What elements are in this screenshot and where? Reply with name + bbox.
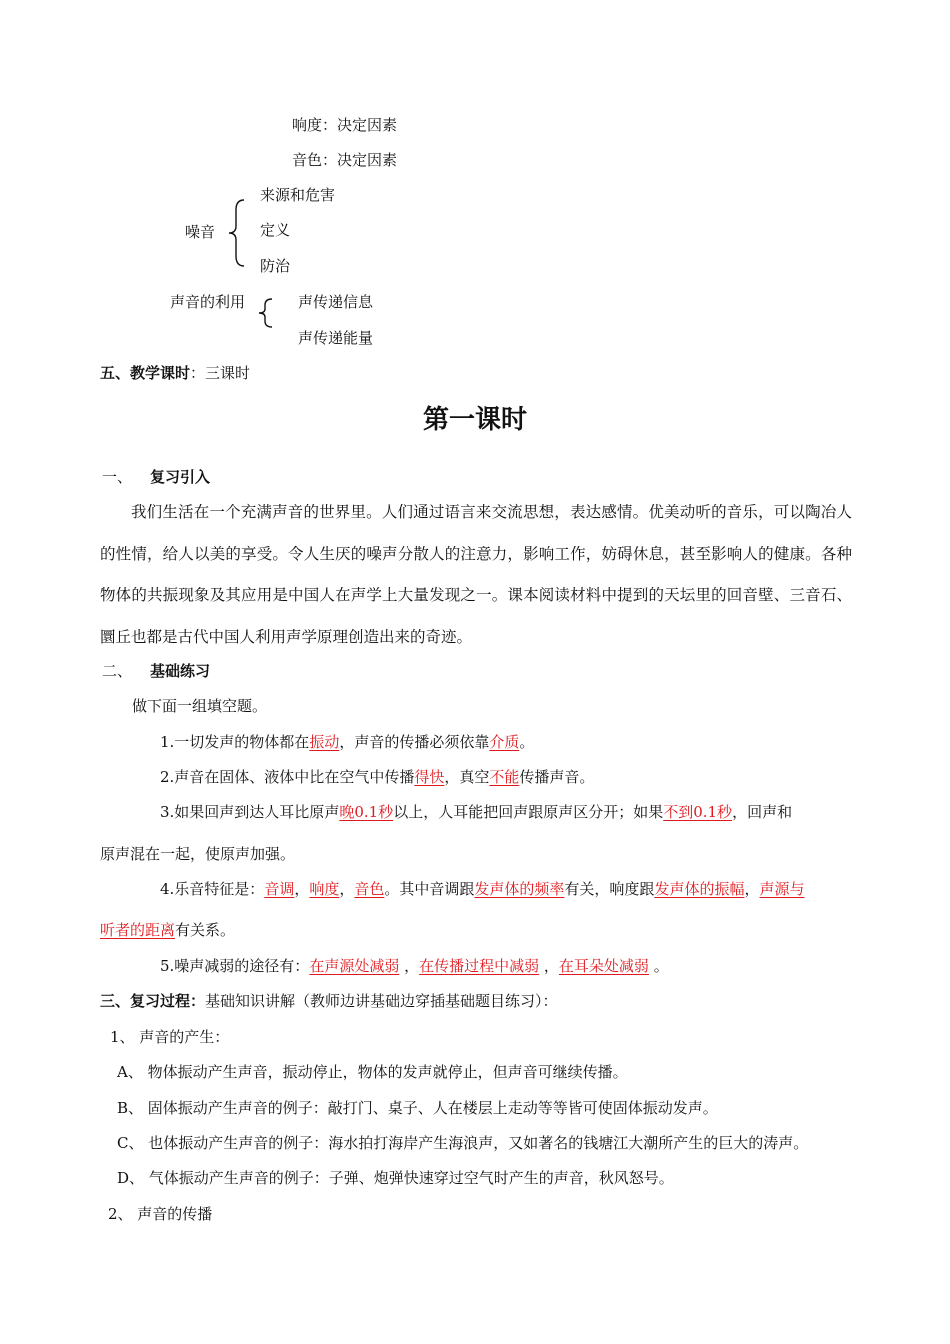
q4-answer-1: 音调 — [264, 880, 295, 898]
question-4-cont — [100, 920, 235, 940]
part1-paragraph: 我们生活在一个充满声音的世界里。人们通过语言来交流思想，表达感情。优美动听的音乐，可以陶冶人的性情，给人以美的享受。令人生厌的噪声分散人的注意力，影响工作，妨碍休息，甚至影响人的健康。各种物体的共振现象及其应用是中国人在声学上大量发现之一。课本阅读材料中提到的天坛里的回音壁、三音石、圜丘也都是古代中国人利用声学原理创造出来的奇迹。 — [100, 503, 852, 646]
q4-sep-1: ， — [294, 880, 310, 898]
use-brace-icon — [256, 297, 276, 329]
q2-answer-2: 不能 — [489, 768, 520, 786]
question-2 — [160, 767, 594, 787]
part3-title: 三、复习过程： — [100, 992, 206, 1010]
q4-answer-4: 发声体的频率 — [474, 880, 565, 898]
q3-text-b: 以上，人耳能把回声跟原声区分开；如果 — [393, 803, 664, 821]
q1-answer-2: 介质 — [489, 733, 520, 751]
question-3 — [160, 802, 792, 822]
q5-answer-2: 在传播过程中减弱 — [419, 957, 540, 975]
use-label: 声音的利用 — [170, 293, 246, 311]
q2-text-c: 传播声音。 — [519, 768, 595, 786]
part3-item-D: D、 气体振动产生声音的例子：子弹、炮弹快速穿过空气时产生的声音，秋风怒号。 — [117, 1169, 674, 1187]
q1-text-c: 。 — [519, 733, 535, 751]
question-5 — [160, 956, 669, 976]
q5-text-a: 5.噪声减弱的途径有： — [160, 957, 310, 975]
q3-text-a: 3.如果回声到达人耳比原声 — [160, 803, 340, 821]
q3-text-c: ，回声和 — [732, 803, 793, 821]
q4-answer-3: 音色 — [354, 880, 385, 898]
q4-answer-6b: 听者的距离 — [100, 921, 176, 939]
noise-label: 噪音 — [185, 223, 216, 241]
q4-answer-5: 发声体的振幅 — [654, 880, 745, 898]
part2-num: 二、 — [102, 662, 133, 680]
q5-text-b: 。 — [648, 957, 669, 975]
section5-line — [100, 363, 250, 383]
q4-answer-2: 响度 — [309, 880, 340, 898]
part3-item-1: 1、 声音的产生： — [110, 1028, 230, 1046]
outline-loudness: 响度：决定因素 — [292, 116, 398, 134]
q3-answer-2: 不到0.1秒 — [663, 803, 733, 821]
part1-heading — [102, 467, 210, 487]
q4-sep-2: ， — [339, 880, 355, 898]
q5-sep-1: ， — [399, 957, 420, 975]
question-1 — [160, 732, 534, 752]
q4-text-d: 有关系。 — [175, 921, 236, 939]
q4-text-b: 。其中音调跟 — [384, 880, 475, 898]
section5-label: 五、教学课时 — [100, 364, 191, 382]
q4-text-c: 有关，响度跟 — [564, 880, 655, 898]
noise-item-1: 来源和危害 — [260, 186, 336, 204]
section5-value: ：三课时 — [190, 364, 251, 382]
outline-timbre: 音色：决定因素 — [292, 151, 398, 169]
q4-answer-6a: 声源与 — [759, 880, 805, 898]
q2-text-a: 2.声音在固体、液体中比在空气中传播 — [160, 768, 415, 786]
q4-sep-3: ， — [744, 880, 760, 898]
part1-num: 一、 — [102, 468, 133, 486]
part3-item-C: C、 也体振动产生声音的例子：海水拍打海岸产生海浪声，又如著名的钱塘江大潮所产生的巨大的涛声。 — [117, 1134, 809, 1152]
q1-answer-1: 振动 — [309, 733, 340, 751]
part3-item-2: 2、 声音的传播 — [108, 1205, 213, 1223]
noise-item-2: 定义 — [260, 221, 291, 239]
part3-item-B: B、 固体振动产生声音的例子：敲打门、桌子、人在楼层上走动等等皆可使固体振动发声。 — [117, 1099, 718, 1117]
part3-heading — [100, 991, 558, 1011]
part2-intro: 做下面一组填空题。 — [132, 697, 268, 715]
lesson-title: 第一课时 — [422, 405, 527, 435]
use-item-2: 声传递能量 — [298, 329, 374, 347]
noise-brace-icon — [226, 198, 248, 268]
part2-heading — [102, 661, 210, 681]
q1-text-a: 1.一切发声的物体都在 — [160, 733, 310, 751]
q5-answer-3: 在耳朵处减弱 — [558, 957, 649, 975]
question-3-cont: 原声混在一起，使原声加强。 — [100, 845, 296, 863]
q3-answer-1: 晚0.1秒 — [339, 803, 394, 821]
use-item-1: 声传递信息 — [298, 293, 374, 311]
noise-item-3: 防治 — [260, 257, 291, 275]
q5-answer-1: 在声源处减弱 — [309, 957, 400, 975]
q5-sep-2: ， — [539, 957, 559, 975]
question-4 — [160, 879, 804, 899]
q2-answer-1: 得快 — [414, 768, 445, 786]
q4-text-a: 4.乐音特征是： — [160, 880, 265, 898]
part3-item-A: A、 物体振动产生声音，振动停止，物体的发声就停止，但声音可继续传播。 — [117, 1063, 628, 1081]
part1-title: 复习引入 — [150, 468, 211, 486]
q1-text-b: ，声音的传播必须依靠 — [339, 733, 490, 751]
part3-subtitle: 基础知识讲解（教师边讲基础边穿插基础题目练习）： — [205, 992, 558, 1010]
part2-title: 基础练习 — [150, 662, 211, 680]
q2-text-b: ，真空 — [444, 768, 490, 786]
